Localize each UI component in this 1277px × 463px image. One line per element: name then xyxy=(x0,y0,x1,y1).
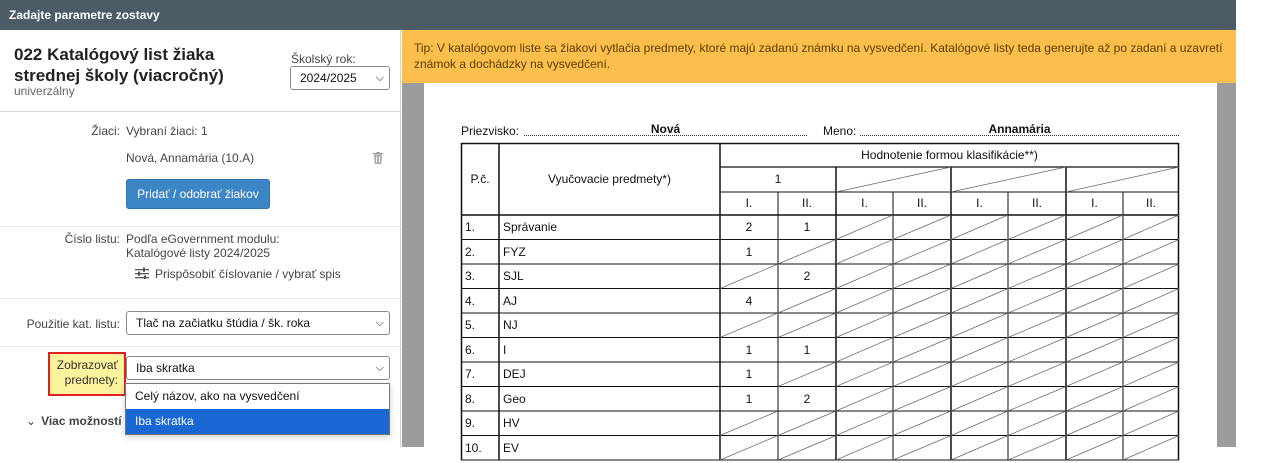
divider xyxy=(0,226,401,227)
option-abbreviation[interactable]: Iba skratka xyxy=(126,409,389,434)
add-remove-students-button[interactable]: Pridať / odobrať žiakov xyxy=(126,179,270,209)
row-number: 3. xyxy=(465,269,476,283)
report-subtitle: univerzálny xyxy=(14,84,75,98)
row-subject: SJL xyxy=(503,269,524,283)
sheet-number-label: Číslo listu: xyxy=(64,232,120,246)
usage-value: Tlač na začiatku štúdia / šk. roka xyxy=(136,316,311,330)
customize-numbering-link[interactable]: Prispôsobiť číslovanie / vybrať spis xyxy=(155,267,341,281)
chevron-down-icon: ⌵ xyxy=(375,72,384,84)
row-subject: HV xyxy=(503,416,520,430)
students-summary: Vybraní žiaci: 1 xyxy=(126,124,208,138)
sliders-icon[interactable] xyxy=(135,267,149,279)
name-value: Annamária xyxy=(988,122,1051,136)
row-grade-second-half: 1 xyxy=(803,342,811,357)
row-number: 8. xyxy=(465,391,476,406)
school-year-select[interactable] xyxy=(290,66,390,90)
name-label: Meno: xyxy=(823,124,857,138)
school-year-value: 2024/2025 xyxy=(300,71,357,85)
divider xyxy=(0,346,401,347)
classification-table xyxy=(461,143,1179,463)
half-header: II. xyxy=(801,196,812,210)
row-subject: Geo xyxy=(503,391,526,406)
tip-banner: Tip: V katalógovom liste sa žiakovi vytlačia predmety, ktoré majú zadanú známku na vysvedčení. Katalógové listy teda generujte až po zadaní a uzavretí známok a dochádzky na vysvedčení. xyxy=(402,30,1236,83)
col-header-subjects: Vyučovacie predmety*) xyxy=(548,172,671,186)
selected-student: Nová, Annamária (10.A) xyxy=(126,151,255,165)
row-grade-first-half: 2 xyxy=(745,220,753,234)
window-title: Zadajte parametre zostavy xyxy=(0,0,1236,30)
surname-label: Priezvisko: xyxy=(461,124,520,138)
row-grade-second-half: 1 xyxy=(803,220,811,234)
more-options-toggle[interactable] xyxy=(26,414,122,428)
show-subjects-dropdown xyxy=(125,383,390,435)
watermark xyxy=(1224,371,1277,437)
row-subject: Správanie xyxy=(503,220,558,234)
row-number: 2. xyxy=(465,244,476,259)
row-subject: DEJ xyxy=(503,367,526,381)
col-header-evaluation: Hodnotenie formou klasifikácie**) xyxy=(861,148,1038,162)
show-subjects-value: Iba skratka xyxy=(136,361,195,375)
parameters-panel xyxy=(0,30,401,447)
show-subjects-select[interactable] xyxy=(126,356,390,380)
option-full-name[interactable]: Celý názov, ako na vysvedčení xyxy=(135,389,300,403)
row-number: 9. xyxy=(465,416,476,430)
row-grade-first-half: 4 xyxy=(745,293,753,308)
preview-panel xyxy=(402,30,1236,455)
row-number: 5. xyxy=(465,318,476,332)
sheet-number-line1: Podľa eGovernment modulu: xyxy=(126,232,280,246)
more-options-label: Viac možností xyxy=(41,414,122,428)
row-subject: FYZ xyxy=(503,244,526,259)
row-number: 1. xyxy=(465,220,476,234)
row-number: 4. xyxy=(465,293,476,308)
show-subjects-label-line1: Zobrazovať xyxy=(56,358,118,372)
divider xyxy=(0,298,401,299)
preview-page xyxy=(424,83,1217,453)
half-header: I. xyxy=(745,196,753,210)
usage-select[interactable] xyxy=(126,311,390,335)
half-header: II. xyxy=(1031,196,1042,210)
row-subject: I xyxy=(503,342,507,357)
row-number: 10. xyxy=(465,440,482,455)
row-grade-first-half: 1 xyxy=(745,391,753,406)
row-subject: EV xyxy=(503,440,520,455)
row-grade-first-half: 1 xyxy=(745,367,753,381)
show-subjects-label-line2: predmety: xyxy=(64,373,118,387)
half-header: I. xyxy=(976,196,983,210)
row-grade-first-half: 1 xyxy=(745,244,753,259)
chevron-down-icon: ⌵ xyxy=(375,317,384,329)
chevron-down-icon: ⌄ xyxy=(26,414,37,428)
row-subject: NJ xyxy=(503,318,518,332)
row-grade-second-half: 2 xyxy=(803,391,811,406)
usage-label: Použitie kat. listu: xyxy=(26,317,120,331)
row-number: 6. xyxy=(465,342,476,357)
row-grade-second-half: 2 xyxy=(803,269,811,283)
row-grade-first-half: 1 xyxy=(745,342,753,357)
row-number: 7. xyxy=(465,367,476,381)
report-title: 022 Katalógový list žiaka strednej školy (viacročný) xyxy=(14,45,224,85)
school-year-label: Školský rok: xyxy=(291,52,356,66)
half-header: I. xyxy=(861,196,868,210)
half-header: I. xyxy=(1091,196,1098,210)
trash-icon[interactable] xyxy=(373,152,383,164)
half-header: II. xyxy=(1145,196,1156,210)
show-subjects-label xyxy=(48,352,126,396)
students-label: Žiaci: xyxy=(91,124,120,138)
sheet-number-line2: Katalógové listy 2024/2025 xyxy=(126,246,271,260)
col-header-pc: P.č. xyxy=(470,172,490,186)
surname-value: Nová xyxy=(650,122,681,136)
row-subject: AJ xyxy=(503,293,518,308)
chevron-down-icon: ⌵ xyxy=(375,362,384,374)
header-divider xyxy=(0,111,401,112)
year-1-header: 1 xyxy=(774,172,782,186)
half-header: II. xyxy=(916,196,927,210)
